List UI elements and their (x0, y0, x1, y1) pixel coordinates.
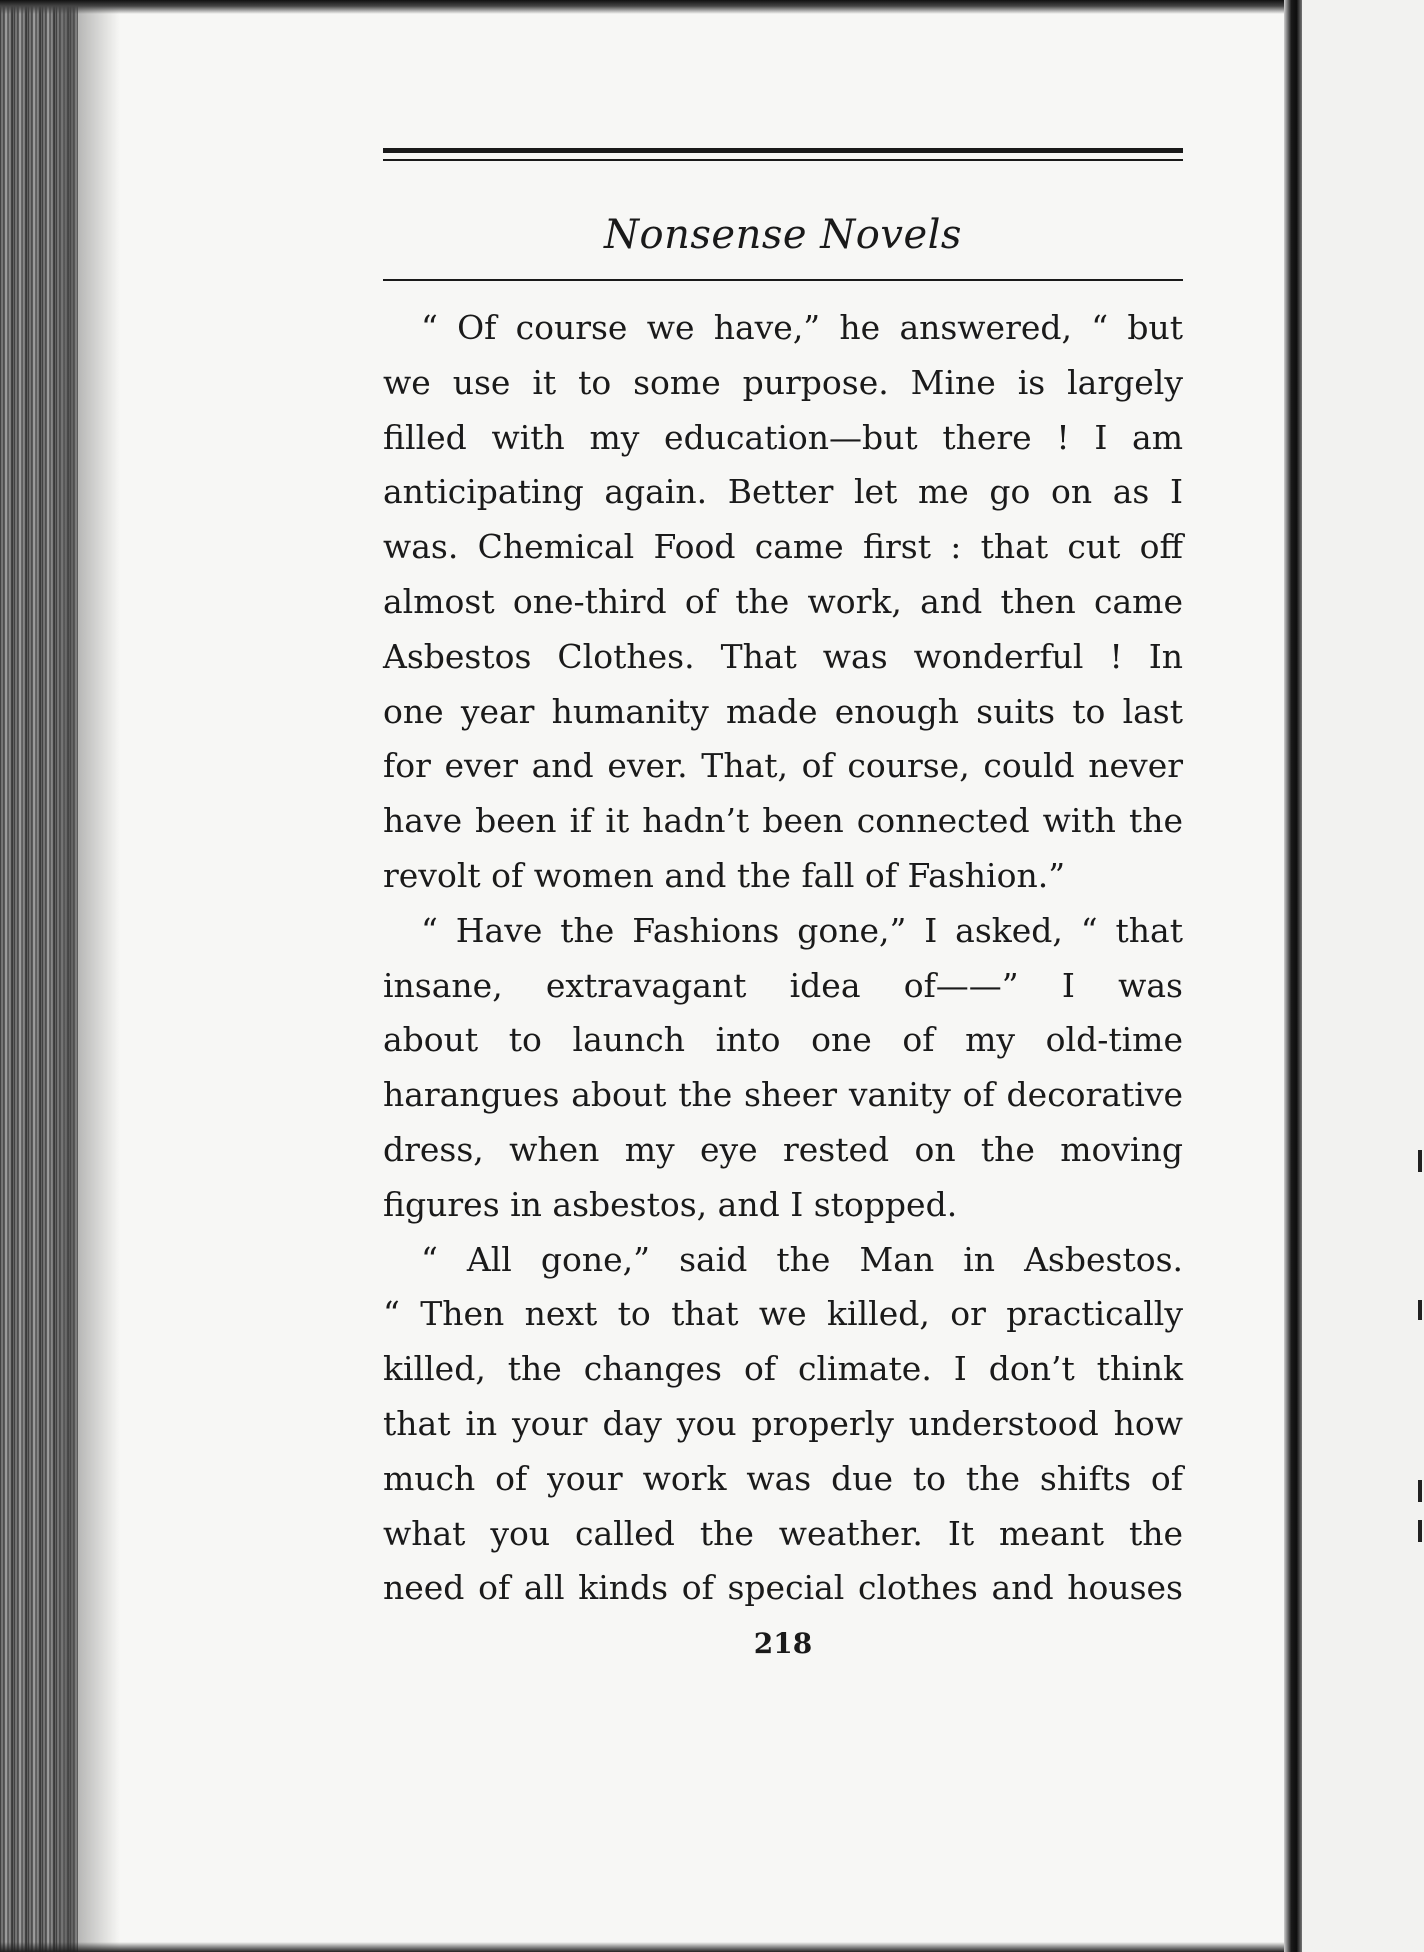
text-line: filled with my education—but there ! I am (383, 417, 1183, 457)
text-line: insane, extravagant idea of——” I was (383, 965, 1183, 1005)
text-line: one year humanity made enough suits to last (383, 691, 1183, 731)
text-line: about to launch into one of my old-time (383, 1020, 1183, 1060)
facing-page (1302, 0, 1424, 1952)
facing-page-ink-mark (1418, 1300, 1422, 1320)
text-line: need of all kinds of special clothes and houses (383, 1568, 1183, 1608)
text-line: we use it to some purpose. Mine is largely (383, 362, 1183, 402)
running-head-rule (383, 279, 1183, 281)
text-line: revolt of women and the fall of Fashion.” (383, 855, 1066, 895)
text-line: figures in asbestos, and I stopped. (383, 1184, 958, 1224)
text-line: have been if it hadn’t been connected with the (383, 801, 1183, 841)
page-number: 218 (753, 1627, 813, 1661)
text-line: much of your work was due to the shifts of (383, 1458, 1183, 1498)
running-head: Nonsense Novels (604, 212, 962, 258)
facing-page-ink-mark (1418, 1480, 1422, 1502)
text-line: “ Have the Fashions gone,” I asked, “ that (421, 910, 1183, 950)
scan-bottom-shadow (0, 1942, 1424, 1952)
text-line: dress, when my eye rested on the moving (383, 1129, 1183, 1169)
facing-page-ink-mark (1418, 1520, 1422, 1542)
text-line: was. Chemical Food came first : that cut off (383, 527, 1183, 567)
text-line: what you called the weather. It meant the (383, 1513, 1183, 1553)
book-edge-shadow (60, 0, 120, 1952)
text-line: Asbestos Clothes. That was wonderful ! In (383, 636, 1183, 676)
text-line: for ever and ever. That, of course, could never (383, 746, 1183, 786)
scan-top-shadow (0, 0, 1424, 14)
book-gutter (1284, 0, 1302, 1952)
text-line: “ Of course we have,” he answered, “ but (421, 308, 1183, 347)
header-rule-thin (383, 159, 1183, 161)
text-line: harangues about the sheer vanity of decorative (383, 1075, 1183, 1115)
text-line: that in your day you properly understood how (383, 1403, 1183, 1443)
text-line: killed, the changes of climate. I don’t think (383, 1349, 1183, 1389)
text-line: almost one-third of the work, and then came (383, 581, 1183, 621)
body-text (383, 301, 1183, 1616)
header-rule-thick (383, 148, 1183, 153)
page-content (383, 148, 1189, 1664)
text-line: anticipating again. Better let me go on as I (383, 472, 1183, 512)
text-line: “ All gone,” said the Man in Asbestos. (421, 1239, 1183, 1279)
facing-page-ink-mark (1418, 1150, 1422, 1172)
text-line: “ Then next to that we killed, or practically (383, 1294, 1183, 1334)
